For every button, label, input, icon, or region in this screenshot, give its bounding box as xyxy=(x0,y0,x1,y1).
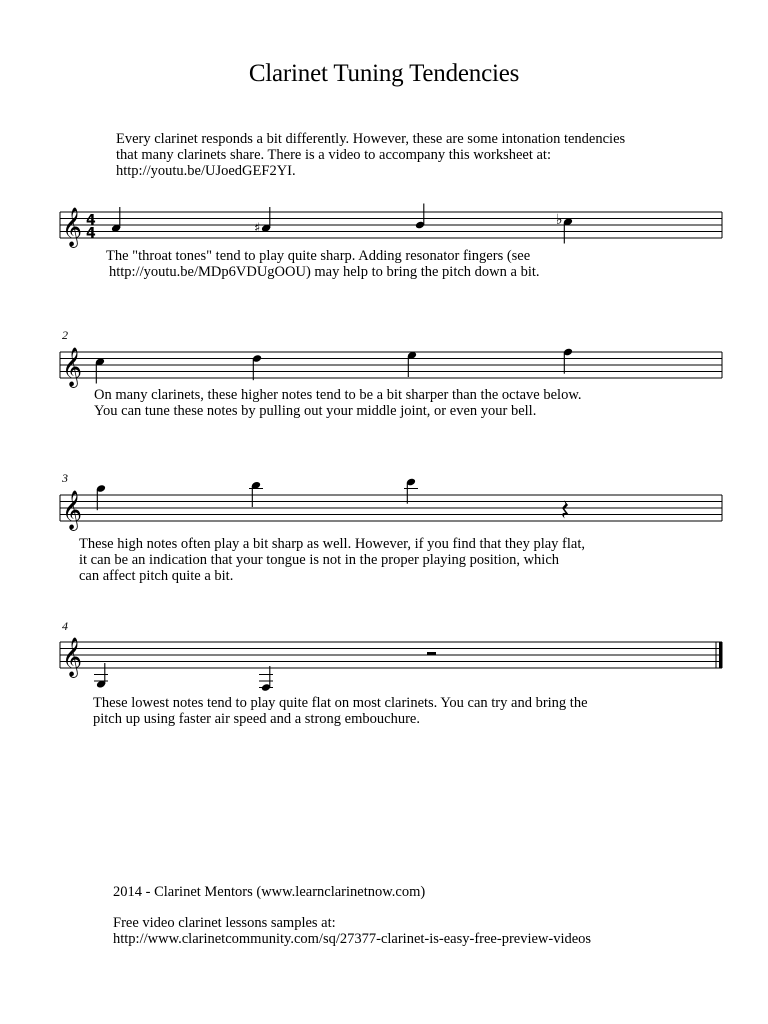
measure-number: 4 xyxy=(62,619,68,633)
lessons-line: Free video clarinet lessons samples at: xyxy=(113,915,336,931)
staff-lines xyxy=(60,495,722,521)
caption-line: The "throat tones" tend to play quite sharp. Adding resonator fingers (see xyxy=(106,248,531,264)
caption-line: can affect pitch quite a bit. xyxy=(79,568,234,584)
caption-system-3 xyxy=(79,536,585,584)
sharp-icon: ♯ xyxy=(254,221,261,236)
final-barline-thick xyxy=(719,642,723,668)
note-d5 xyxy=(252,354,262,380)
lessons-link[interactable]: http://www.clarinetcommunity.com/sq/27377-clarinet-is-easy-free-preview-videos xyxy=(113,931,592,947)
note-d6 xyxy=(404,478,418,504)
caption-line: http://youtu.be/MDp6VDUgOOU) may help to bring the pitch down a bit. xyxy=(109,264,540,280)
time-signature-bottom: 4 xyxy=(86,225,96,242)
staff-lines xyxy=(60,212,722,238)
footer-lessons xyxy=(113,915,591,947)
note-e3 xyxy=(259,666,273,692)
note-g4 xyxy=(111,207,121,233)
caption-line: You can tune these notes by pulling out your middle joint, or even your bell. xyxy=(94,403,537,419)
staff-system-3 xyxy=(0,483,768,533)
treble-clef-icon: 𝄞 xyxy=(62,347,83,387)
note-f3 xyxy=(94,663,108,689)
caption-system-2 xyxy=(94,387,581,419)
credit-line: 2014 - Clarinet Mentors (www.learnclarinetnow.com) xyxy=(113,884,426,900)
flat-icon: ♭ xyxy=(556,212,563,228)
intro-line: Every clarinet responds a bit differently. However, these are some intonation tendencies xyxy=(116,131,626,147)
staff-lines xyxy=(60,642,722,668)
half-rest-icon xyxy=(427,652,436,655)
note-f5 xyxy=(563,348,573,374)
intro-line: http://youtu.be/UJoedGEF2YI. xyxy=(116,163,296,179)
caption-line: it can be an indication that your tongue is not in the proper playing position, which xyxy=(79,552,560,568)
note-c6 xyxy=(249,481,263,507)
caption-line: These high notes often play a bit sharp as well. However, if you find that they play flat, xyxy=(79,536,585,552)
intro-paragraph xyxy=(116,131,625,179)
caption-system-1 xyxy=(106,248,540,280)
caption-line: On many clarinets, these higher notes tend to be a bit sharper than the octave below. xyxy=(94,387,582,403)
treble-clef-icon: 𝄞 xyxy=(62,637,83,677)
staff-system-1 xyxy=(0,200,768,250)
caption-line: pitch up using faster air speed and a strong embouchure. xyxy=(93,711,420,727)
caption-line: These lowest notes tend to play quite flat on most clarinets. You can try and bring the xyxy=(93,695,588,711)
treble-clef-icon: 𝄞 xyxy=(62,490,83,530)
intro-line: that many clarinets share. There is a video to accompany this worksheet at: xyxy=(116,147,551,163)
measure-number: 3 xyxy=(62,471,68,485)
note-a4 xyxy=(415,204,425,230)
note-e5 xyxy=(407,351,417,377)
quarter-rest-icon xyxy=(562,500,569,519)
note-c5 xyxy=(95,357,105,383)
note-b5 xyxy=(96,484,106,510)
caption-system-4 xyxy=(93,695,588,727)
time-signature-top: 4 xyxy=(86,212,96,229)
page-title: Clarinet Tuning Tendencies xyxy=(248,60,520,87)
treble-clef-icon: 𝄞 xyxy=(62,207,83,247)
note-b-flat4 xyxy=(556,212,573,244)
footer-credit xyxy=(113,884,425,900)
staff-system-4 xyxy=(0,630,768,700)
staff-system-2 xyxy=(0,340,768,390)
measure-number: 2 xyxy=(62,328,68,342)
staff-lines xyxy=(60,352,722,378)
